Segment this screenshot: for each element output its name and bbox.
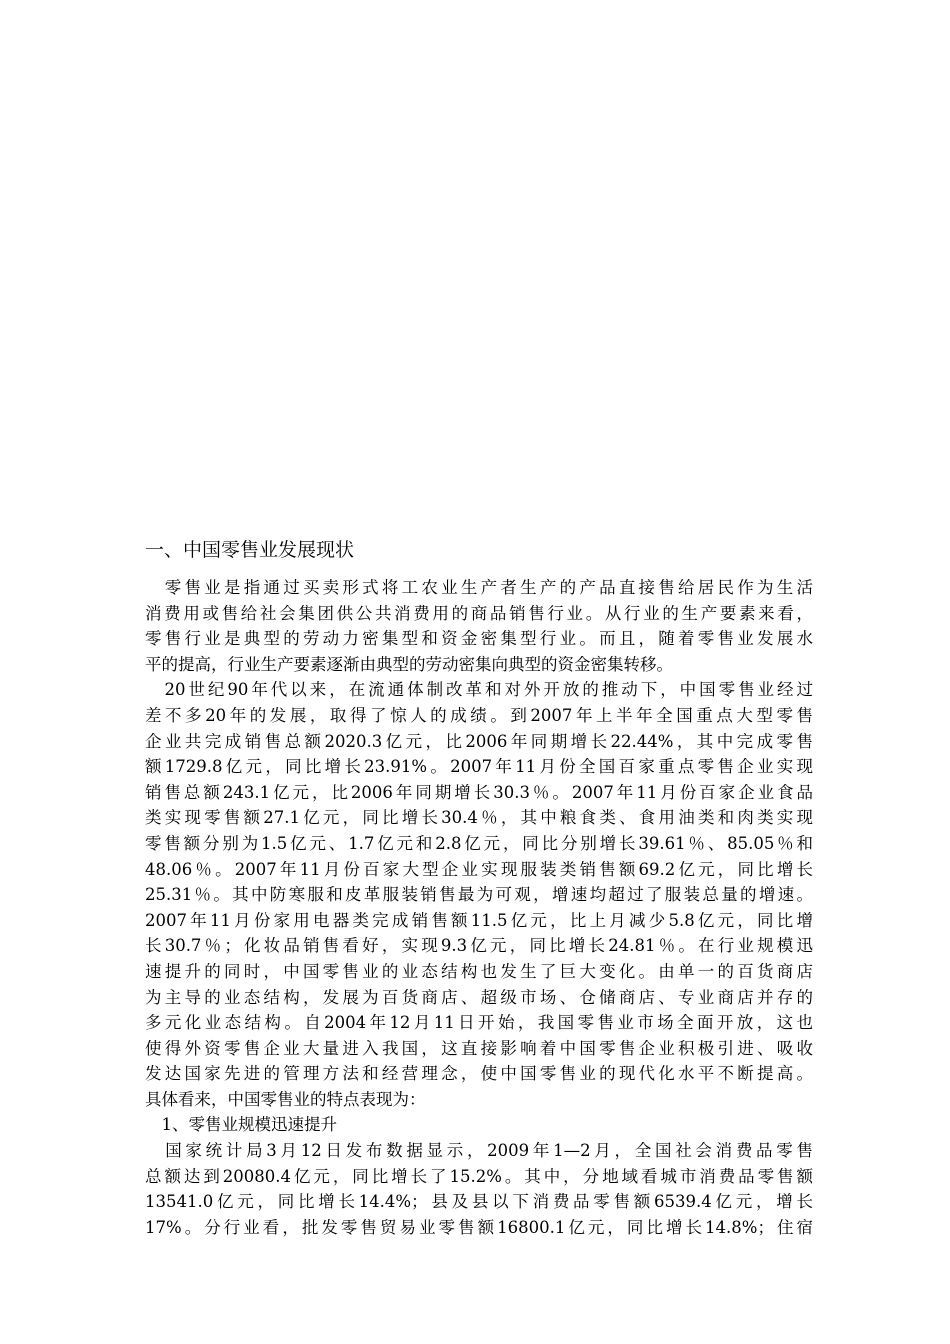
text-line: 13541.0亿元，同比增长14.4%；县及县以下消费品零售额6539.4亿元，增长 [145,1192,813,1212]
text-line: 国家统计局3月12日发布数据显示，2009年1—2月，全国社会消费品零售 [145,1141,813,1161]
text-line: 消费用或售给社会集团供公共消费用的商品销售行业。从行业的生产要素来看， [145,603,813,623]
text-line: 零售额分别为1.5亿元、1.7亿元和2.8亿元，同比分别增长39.61％、85.05％和 [145,833,813,853]
paragraph-definition [145,575,813,677]
text-line: 零售行业是典型的劳动力密集型和资金密集型行业。而且，随着零售业发展水 [145,629,813,649]
text-line: 额1729.8亿元，同比增长23.91%。2007年11月份全国百家重点零售企业实现 [145,757,813,777]
paragraph-statistics [145,1138,813,1240]
document-body [145,535,813,1240]
text-line: 发达国家先进的管理方法和经营理念，使中国零售业的现代化水平不断提高。 [145,1064,813,1084]
text-line: 2007年11月份家用电器类完成销售额11.5亿元，比上月减少5.8亿元，同比增 [145,910,813,930]
text-line: 速提升的同时，中国零售业的业态结构也发生了巨大变化。由单一的百货商店 [145,961,813,981]
text-line: 25.31％。其中防寒服和皮革服装销售最为可观，增速均超过了服装总量的增速。 [145,885,813,905]
section-heading: 一、中国零售业发展现状 [145,539,355,561]
paragraph-development [145,677,813,1112]
subsection-heading: 1、零售业规模迅速提升 [145,1115,337,1135]
text-line: 长30.7％；化妆品销售看好，实现9.3亿元，同比增长24.81％。在行业规模迅 [145,936,813,956]
text-line: 差不多20年的发展，取得了惊人的成绩。到2007年上半年全国重点大型零售 [145,705,813,725]
text-line: 具体看来，中国零售业的特点表现为： [145,1089,426,1109]
text-line: 48.06％。2007年11月份百家大型企业实现服装类销售额69.2亿元，同比增长 [145,859,813,879]
text-line: 使得外资零售企业大量进入我国，这直接影响着中国零售企业积极引进、吸收 [145,1038,813,1058]
text-line: 为主导的业态结构，发展为百货商店、超级市场、仓储商店、专业商店并存的 [145,987,813,1007]
text-line: 零售业是指通过买卖形式将工农业生产者生产的产品直接售给居民作为生活 [145,578,813,597]
text-line: 17%。分行业看，批发零售贸易业零售额16800.1亿元，同比增长14.8%；住宿 [145,1217,813,1237]
text-line: 类实现零售额27.1亿元，同比增长30.4％，其中粮食类、食用油类和肉类实现 [145,808,813,828]
text-line: 销售总额243.1亿元，比2006年同期增长30.3％。2007年11月份百家企业食品 [145,782,813,802]
text-line: 20世纪90年代以来，在流通体制改革和对外开放的推动下，中国零售业经过 [145,680,813,700]
text-line: 总额达到20080.4亿元，同比增长了15.2%。其中，分地域看城市消费品零售额 [145,1166,813,1186]
text-line: 企业共完成销售总额2020.3亿元，比2006年同期增长22.44%，其中完成零售 [145,731,813,751]
text-line: 平的提高，行业生产要素逐渐由典型的劳动密集向典型的资金密集转移。 [145,654,673,674]
text-line: 多元化业态结构。自2004年12月11日开始，我国零售业市场全面开放，这也 [145,1013,813,1033]
